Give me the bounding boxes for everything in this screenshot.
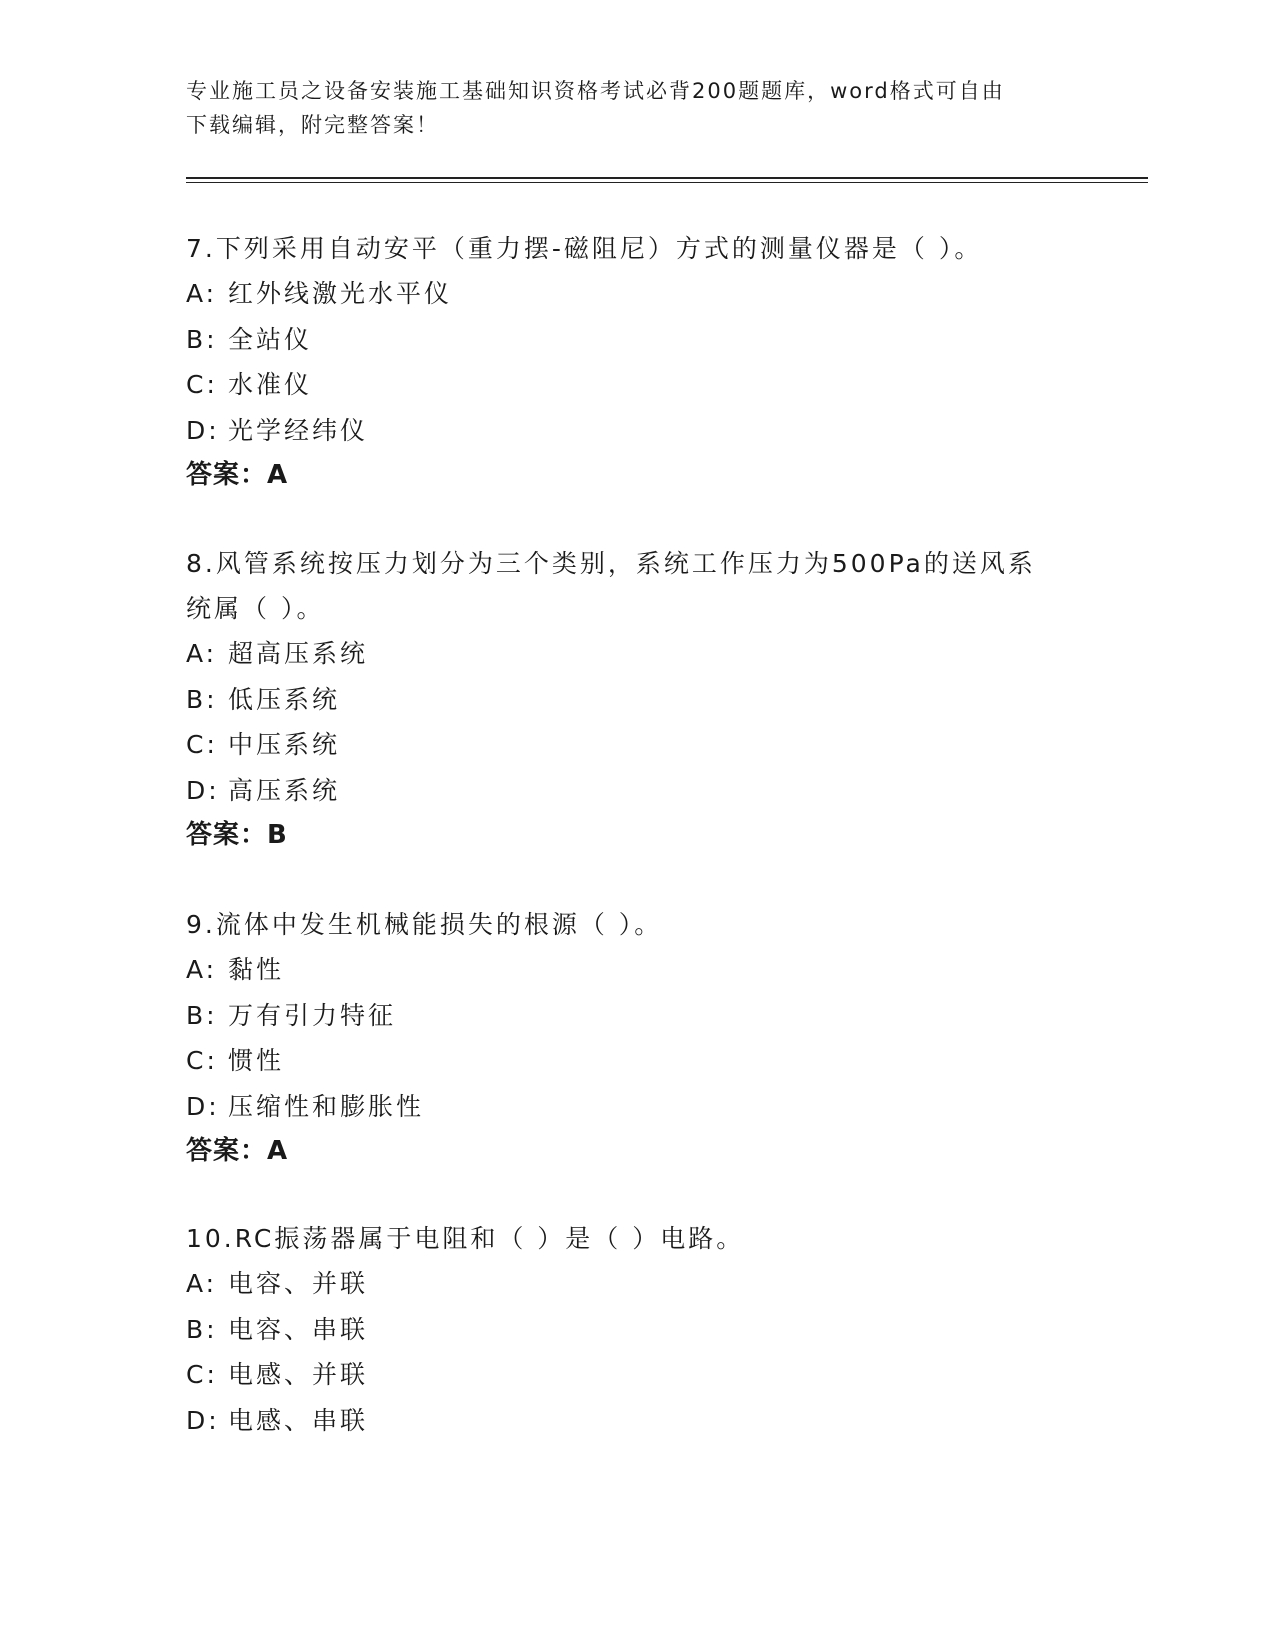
option-text: 惯性	[228, 1046, 285, 1075]
option-text: 中压系统	[228, 730, 341, 759]
option-text: 电容、并联	[228, 1269, 369, 1298]
header-divider-thick	[186, 177, 1148, 179]
question-7	[186, 226, 1086, 498]
option-c	[186, 362, 1086, 408]
header-divider-thin	[186, 182, 1148, 183]
option-text: 电感、串联	[228, 1405, 369, 1435]
option-letter: C:	[186, 370, 218, 399]
option-text: 低压系统	[228, 684, 341, 714]
option-letter: A:	[186, 955, 218, 984]
header-line-1: 专业施工员之设备安装施工基础知识资格考试必背200题题库，word格式可自由	[186, 79, 1005, 103]
option-letter: C:	[186, 1360, 218, 1389]
question-stem: 7.下列采用自动安平（重力摆-磁阻尼）方式的测量仪器是（ ）。	[186, 234, 983, 263]
question-10	[186, 1216, 1086, 1443]
option-text: 电容、串联	[228, 1314, 369, 1344]
option-text: 电感、并联	[228, 1360, 369, 1389]
option-text: 水准仪	[228, 370, 313, 399]
option-letter: B:	[186, 1000, 218, 1030]
question-stem-line-2: 统属（ ）。	[186, 594, 325, 623]
option-a	[186, 947, 1086, 993]
option-b	[186, 317, 1086, 363]
document-header	[186, 74, 1086, 142]
option-c	[186, 722, 1086, 768]
option-b	[186, 1307, 1086, 1353]
question-8	[186, 541, 1086, 858]
answer-label: 答案：A	[186, 460, 289, 490]
option-text: 超高压系统	[228, 639, 369, 668]
question-stem-line-1: 8.风管系统按压力划分为三个类别，系统工作压力为500Pa的送风系	[186, 549, 1036, 578]
option-letter: D:	[186, 775, 220, 805]
option-letter: D:	[186, 415, 220, 445]
option-text: 高压系统	[228, 775, 341, 805]
option-letter: D:	[186, 1405, 220, 1435]
option-c	[186, 1038, 1086, 1084]
option-letter: C:	[186, 730, 218, 759]
option-b	[186, 677, 1086, 723]
option-text: 压缩性和膨胀性	[228, 1091, 425, 1121]
option-text: 红外线激光水平仪	[228, 279, 453, 308]
question-stem: 10.RC振荡器属于电阻和（ ）是（ ）电路。	[186, 1224, 745, 1253]
option-a	[186, 631, 1086, 677]
answer-label: 答案：B	[186, 820, 288, 850]
question-9	[186, 902, 1086, 1174]
option-d	[186, 1084, 1086, 1130]
header-line-2: 下载编辑，附完整答案！	[186, 113, 439, 137]
option-d	[186, 768, 1086, 814]
option-a	[186, 1261, 1086, 1307]
option-d	[186, 408, 1086, 454]
option-letter: A:	[186, 639, 218, 668]
option-letter: A:	[186, 279, 218, 308]
option-d	[186, 1398, 1086, 1444]
option-text: 黏性	[228, 955, 285, 984]
option-letter: B:	[186, 684, 218, 714]
option-letter: B:	[186, 1314, 218, 1344]
option-letter: C:	[186, 1046, 218, 1075]
option-a	[186, 271, 1086, 317]
option-c	[186, 1352, 1086, 1398]
option-text: 光学经纬仪	[228, 415, 369, 445]
option-b	[186, 993, 1086, 1039]
option-letter: B:	[186, 324, 218, 354]
option-text: 全站仪	[228, 324, 313, 354]
option-text: 万有引力特征	[228, 1000, 397, 1030]
option-letter: A:	[186, 1269, 218, 1298]
option-letter: D:	[186, 1091, 220, 1121]
question-stem: 9.流体中发生机械能损失的根源（ ）。	[186, 910, 663, 939]
answer-label: 答案：A	[186, 1136, 289, 1166]
